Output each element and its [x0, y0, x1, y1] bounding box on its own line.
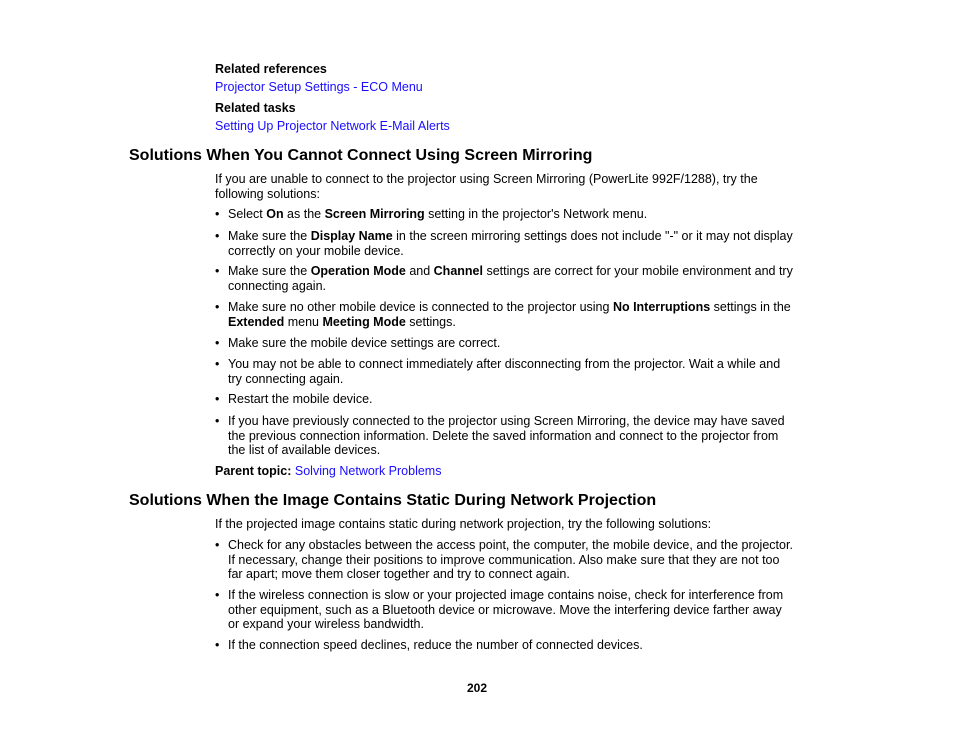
text: settings are correct for your mobile environment and try [482, 264, 793, 278]
section2-intro: If the projected image contains static during network projection, try the following solutions: [215, 517, 712, 531]
bold-term: Screen Mirroring [324, 207, 425, 221]
list-item [215, 588, 827, 632]
bold-term: Meeting Mode [322, 314, 406, 329]
text: as the [283, 207, 325, 221]
text: You may not be able to connect immediately after disconnecting from the projector. Wait a while and [228, 357, 781, 371]
link-eco-menu[interactable]: Projector Setup Settings - ECO Menu [215, 80, 423, 94]
bullet-icon: • [215, 357, 220, 371]
section-heading-screen-mirroring: Solutions When You Cannot Connect Using Screen Mirroring [129, 147, 593, 164]
text: menu [284, 314, 323, 329]
bold-term: No Interruptions [612, 300, 711, 314]
parent-topic [215, 464, 441, 479]
text: Restart the mobile device. [228, 392, 373, 406]
text: settings. [405, 314, 456, 329]
bold-term: Display Name [310, 229, 393, 243]
bullet-icon: • [215, 229, 220, 243]
bold-term: Extended [228, 314, 285, 329]
parent-topic-label: Parent topic: [215, 464, 292, 478]
list-item [215, 300, 827, 329]
bullet-icon: • [215, 207, 220, 221]
text: try connecting again. [228, 371, 344, 386]
text: Select [228, 207, 267, 221]
list-item [215, 207, 827, 222]
list-item [215, 336, 827, 351]
bullet-icon: • [215, 638, 220, 652]
text: connecting again. [228, 278, 326, 293]
bullet-icon: • [215, 336, 220, 350]
bullet-icon: • [215, 588, 220, 602]
list-item [215, 392, 827, 407]
bullet-icon: • [215, 300, 220, 314]
bullet-icon: • [215, 264, 220, 278]
text: and [405, 264, 434, 278]
list-item [215, 538, 827, 582]
text: Make sure the mobile device settings are correct. [228, 336, 501, 350]
bold-term: On [266, 207, 284, 221]
intro-line: If you are unable to connect to the projector using Screen Mirroring (PowerLite 992F/1288), try the [215, 172, 758, 186]
bold-term: Channel [433, 264, 483, 278]
text: settings in the [710, 300, 791, 314]
list-item [215, 229, 827, 258]
related-tasks-heading: Related tasks [215, 101, 296, 115]
text: the list of available devices. [228, 443, 381, 458]
text: Make sure no other mobile device is connected to the projector using [228, 300, 613, 314]
section1-intro [215, 172, 835, 201]
text: or expand your wireless bandwidth. [228, 617, 424, 632]
text: Check for any obstacles between the access point, the computer, the mobile device, and the projector. [228, 538, 793, 552]
list-item [215, 638, 827, 653]
text: setting in the projector's Network menu. [424, 207, 648, 221]
text: correctly on your mobile device. [228, 243, 404, 258]
text: If you have previously connected to the projector using Screen Mirroring, the device may have saved [228, 414, 785, 428]
text: the previous connection information. Delete the saved information and connect to the projector from [228, 428, 779, 443]
text: If necessary, change their positions to improve communication. Also make sure that they are not too [228, 552, 780, 567]
text: Make sure the [228, 264, 311, 278]
bold-term: Operation Mode [310, 264, 406, 278]
related-references-heading: Related references [215, 62, 327, 76]
bullet-icon: • [215, 392, 220, 406]
page-number: 202 [466, 681, 488, 695]
intro-line: following solutions: [215, 186, 320, 201]
text: If the connection speed declines, reduce the number of connected devices. [228, 638, 643, 652]
section-heading-static: Solutions When the Image Contains Static During Network Projection [129, 492, 657, 509]
list-item [215, 357, 827, 386]
link-solving-network-problems[interactable]: Solving Network Problems [294, 464, 442, 478]
text: other equipment, such as a Bluetooth device or microwave. Move the interfering device farther away [228, 602, 782, 617]
text: far apart; move them closer together and try to connect again. [228, 567, 570, 582]
bullet-icon: • [215, 538, 220, 552]
list-item [215, 414, 827, 458]
text: in the screen mirroring settings does not include "-" or it may not display [392, 229, 793, 243]
bullet-icon: • [215, 414, 220, 428]
text: If the wireless connection is slow or your projected image contains noise, check for interference from [228, 588, 784, 602]
list-item [215, 264, 827, 293]
link-email-alerts[interactable]: Setting Up Projector Network E-Mail Alerts [215, 119, 450, 133]
text: Make sure the [228, 229, 311, 243]
